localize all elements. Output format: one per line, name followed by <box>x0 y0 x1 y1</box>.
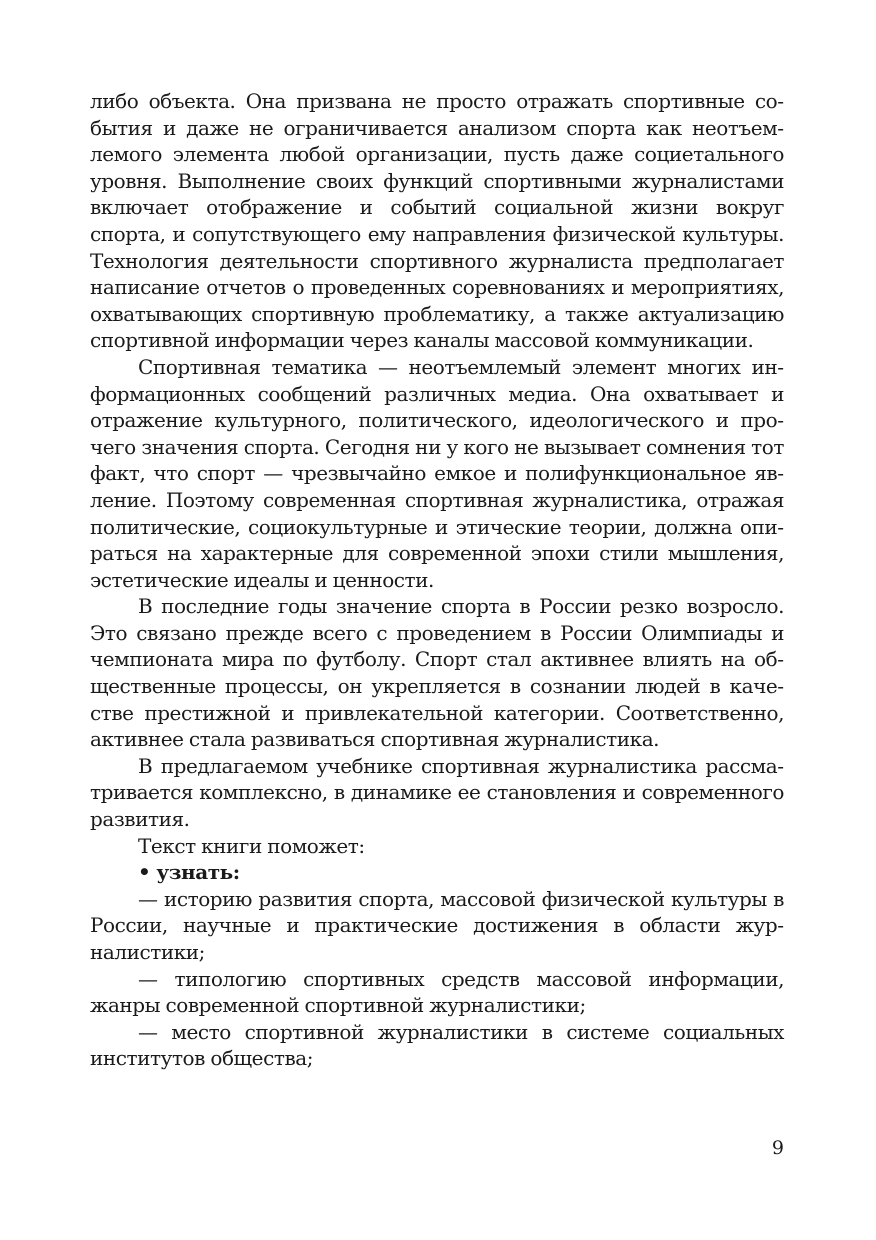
page-number: 9 <box>771 1137 784 1159</box>
paragraph-continuation: либо объекта. Она призвана не просто отражать спортивные события и даже не ограничивается анализом спорта как неотъемлемого элемента любой организации, пусть даже социетального уровня. Выполнение своих функций спортивными журналистами включает отображение и событий социальной жизни вокруг спорта, и сопутствующего ему направления физической культуры. Технология деятельности спортивного журналиста предполагает написание отчетов о проведенных соревнованиях и мероприятиях, охватывающих спортивную проблематику, а также актуализацию спортивной информации через каналы массовой коммуникации. <box>90 89 784 353</box>
page-body <box>90 88 784 1072</box>
paragraph-book-helps: Текст книги поможет: <box>138 833 365 858</box>
list-item: — типологию спортивных средств массовой информации, жанры современной спортивной журналистики; <box>90 966 784 1018</box>
paragraph-sports-topics: Спортивная тематика — неотъемлемый элемент многих информационных сообщений различных медиа. Она охватывает и отражение культурного, политического, идеологического и прочего значения спорта. Сегодня ни у кого не вызывает сомнения тот факт, что спорт — чрезвычайно емкое и полифункциональное явление. Поэтому современная спортивная журналистика, отражая политические, социокультурные и этические теории, должна опираться на характерные для современной эпохи стили мышления, эстетические идеалы и ценности. <box>90 354 784 592</box>
paragraph-textbook: В предлагаемом учебнике спортивная журналистика рассматривается комплексно, в динамике ее становления и современного развития. <box>90 753 784 832</box>
list-item: — историю развития спорта, массовой физической культуры в России, научные и практические достижения в области журналистики; <box>90 886 784 964</box>
list-item: — место спортивной журналистики в системе социальных институтов общества; <box>90 1019 784 1071</box>
paragraph-recent-years: В последние годы значение спорта в России резко возросло. Это связано прежде всего с проведением в России Олимпиады и чемпионата мира по футболу. Спорт стал активнее влиять на общественные процессы, он укрепляется в сознании людей в качестве престижной и привлекательной категории. Соответственно, активнее стала развиваться спортивная журналистика. <box>90 594 784 752</box>
bullet-heading-learn: • узнать: <box>138 860 240 885</box>
